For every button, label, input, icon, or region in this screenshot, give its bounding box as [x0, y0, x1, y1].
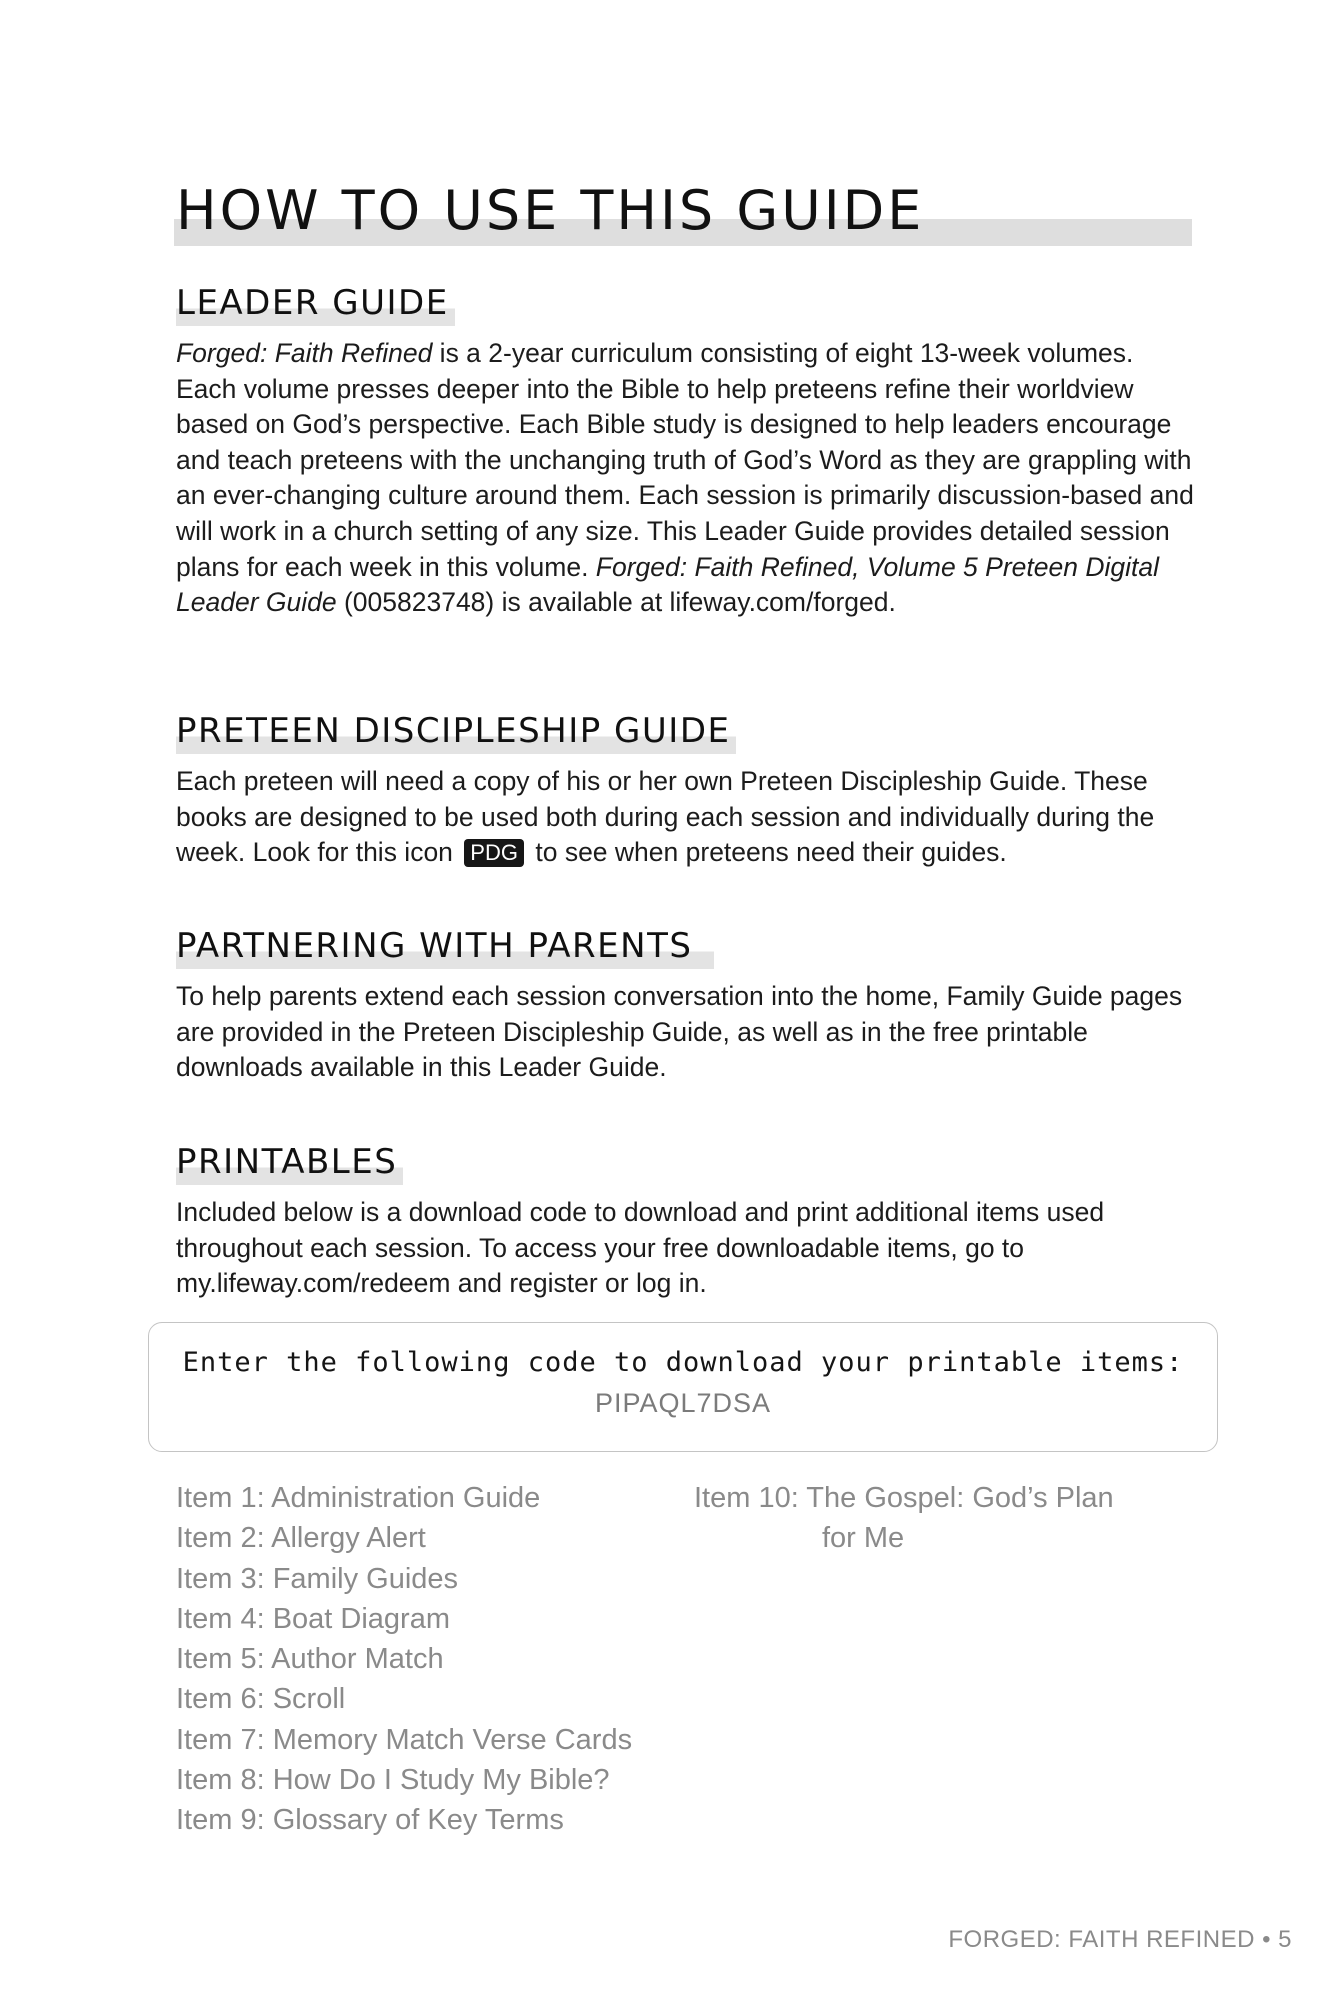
download-code-prompt: Enter the following code to download your printable items:: [182, 1347, 1184, 1378]
section-body-partnering-with-parents: To help parents extend each session conversation into the home, Family Guide pages are provided in the Preteen Discipleship Guide, as well as in the free printable downloads available in this Leader Guide.: [176, 981, 1183, 1083]
curriculum-title: Forged: Faith Refined: [176, 338, 433, 368]
pdg-text-2: to see when preteens need their guides.: [535, 837, 1007, 868]
page-title-block: [174, 176, 1192, 246]
list-item: Item 3: Family Guides: [176, 1562, 459, 1595]
list-item: Item 6: Scroll: [176, 1683, 346, 1716]
leader-guide-text-2: (005823748) is available at lifeway.com/forged.: [336, 587, 896, 618]
section-body-preteen-discipleship-guide: [176, 764, 1196, 871]
section-printables: [176, 1139, 1196, 1302]
list-item: Item 7: Memory Match Verse Cards: [176, 1723, 633, 1756]
list-item: Item 1: Administration Guide: [176, 1482, 541, 1514]
section-partnering-with-parents: [176, 923, 1196, 1086]
list-item: Item 10: The Gospel: God’s Plan: [694, 1482, 1114, 1514]
section-body-printables: Included below is a download code to download and print additional items used throughout each session. To access your free downloadable items, go to my.lifeway.com/redeem and register or log in.: [176, 1197, 1105, 1299]
list-item: Item 5: Author Match: [176, 1643, 444, 1676]
section-heading-printables: PRINTABLES: [176, 1139, 403, 1185]
section-leader-guide: [176, 280, 1196, 621]
page-title: HOW TO USE THIS GUIDE: [176, 179, 925, 242]
list-item: Item 9: Glossary of Key Terms: [176, 1804, 564, 1837]
download-code-box: [148, 1322, 1218, 1452]
download-code: PIPAQL7DSA: [594, 1388, 772, 1418]
section-heading-partnering-with-parents: PARTNERING WITH PARENTS: [176, 923, 714, 969]
list-item: Item 8: How Do I Study My Bible?: [176, 1764, 610, 1797]
section-heading-leader-guide: LEADER GUIDE: [176, 280, 455, 326]
list-item: Item 4: Boat Diagram: [176, 1602, 450, 1635]
page-footer: FORGED: FAITH REFINED • 5: [948, 1926, 1292, 1953]
printable-items-right: [694, 1478, 1114, 1559]
leader-guide-text-1: is a 2-year curriculum consisting of eight 13-week volumes. Each volume presses deeper into the Bible to help preteens refine their worldview based on God’s perspective. Each Bible study is designed to help leaders encourage and teach preteens with the unchanging truth of God’s Word as they are grappling with an ever-changing culture around them. Each session is primarily discussion-based and will work in a church setting of any size. This Leader Guide provides detailed session plans for each week in this volume.: [176, 338, 1194, 582]
list-item-continuation: for Me: [822, 1522, 905, 1555]
pdg-icon: PDG: [464, 839, 524, 867]
section-preteen-discipleship-guide: [176, 708, 1196, 871]
section-heading-preteen-discipleship-guide: PRETEEN DISCIPLESHIP GUIDE: [176, 708, 736, 754]
pdg-text-1: Each preteen will need a copy of his or her own Preteen Discipleship Guide. These books are designed to be used both during each session and individually during the week. Look for this icon: [176, 766, 1155, 868]
section-body-leader-guide: [176, 336, 1196, 621]
product-title: Forged: Faith Refined, Volume 5 Preteen Digital Leader Guide: [176, 551, 1159, 618]
printable-items-left: [176, 1478, 632, 1841]
list-item: Item 2: Allergy Alert: [176, 1522, 426, 1555]
